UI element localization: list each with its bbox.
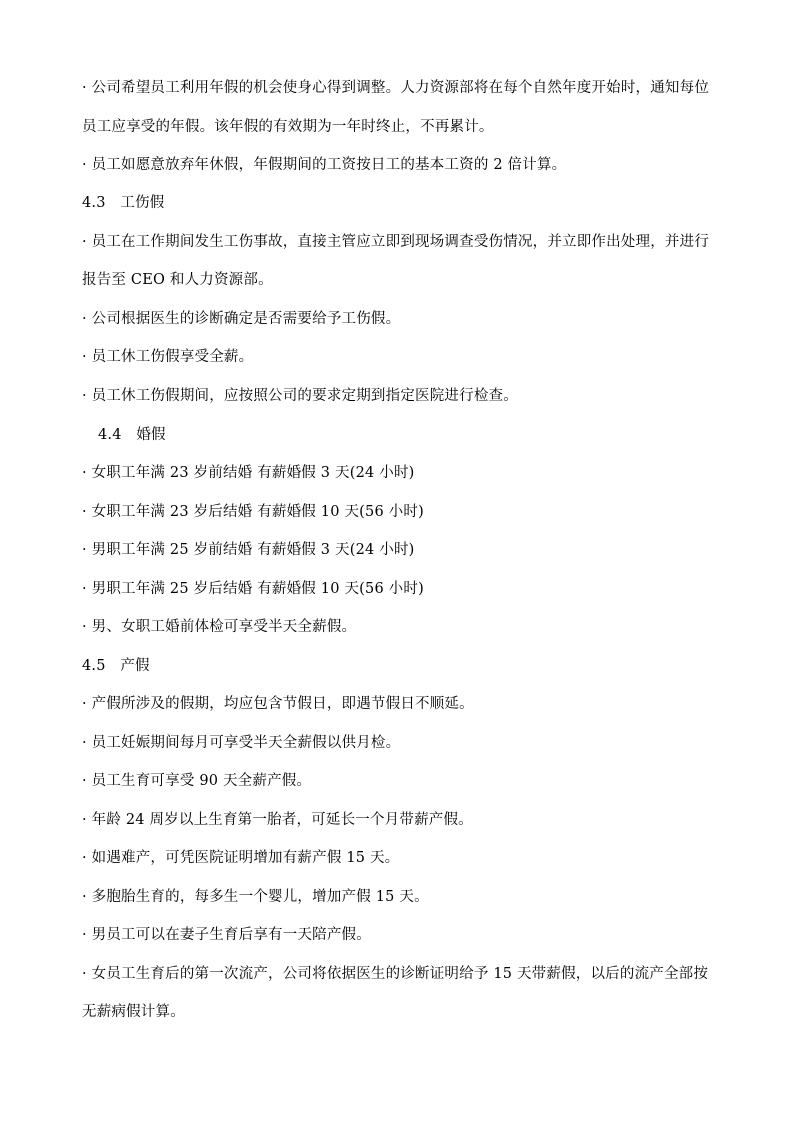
paragraph-line: 无薪病假计算。 <box>82 1004 185 1020</box>
paragraph-line: · 公司根据医生的诊断确定是否需要给予工伤假。 <box>82 311 401 327</box>
paragraph-line: 报告至 CEO 和人力资源部。 <box>82 272 273 288</box>
paragraph-line: · 员工生育可享受 90 天全薪产假。 <box>82 773 312 789</box>
paragraph-line: · 女职工年满 23 岁前结婚 有薪婚假 3 天(24 小时) <box>82 465 415 481</box>
paragraph-line: · 员工在工作期间发生工伤事故，直接主管应立即到现场调查受伤情况，并立即作出处理，并进行 <box>82 234 710 250</box>
paragraph-line: · 多胞胎生育的，每多生一个婴儿，增加产假 15 天。 <box>82 889 429 905</box>
paragraph-line: 员工应享受的年假。该年假的有效期为一年时终止，不再累计。 <box>82 119 494 135</box>
paragraph-line: · 男员工可以在妻子生育后享有一天陪产假。 <box>82 927 371 943</box>
paragraph-line: · 员工如愿意放弃年休假，年假期间的工资按日工的基本工资的 2 倍计算。 <box>82 157 567 173</box>
paragraph-line: · 产假所涉及的假期，均应包含节假日，即遇节假日不顺延。 <box>82 696 474 712</box>
paragraph-line: · 公司希望员工利用年假的机会使身心得到调整。人力资源部将在每个自然年度开始时，通知每位 <box>82 80 710 96</box>
paragraph-line: · 如遇难产，可凭医院证明增加有薪产假 15 天。 <box>82 850 400 866</box>
paragraph-line: · 女员工生育后的第一次流产，公司将依据医生的诊断证明给予 15 天带薪假，以后的流产全部按 <box>82 966 709 982</box>
paragraph-line: · 男、女职工婚前体检可享受半天全薪假。 <box>82 619 357 635</box>
paragraph-line: · 年龄 24 周岁以上生育第一胎者，可延长一个月带薪产假。 <box>82 812 473 828</box>
paragraph-line: · 员工妊娠期间每月可享受半天全薪假以供月检。 <box>82 735 401 751</box>
paragraph-line: · 员工休工伤假享受全薪。 <box>82 349 254 365</box>
paragraph-line: · 男职工年满 25 岁前结婚 有薪婚假 3 天(24 小时) <box>82 542 415 558</box>
paragraph-line: · 员工休工伤假期间，应按照公司的要求定期到指定医院进行检查。 <box>82 388 518 404</box>
paragraph-line: · 男职工年满 25 岁后结婚 有薪婚假 10 天(56 小时) <box>82 581 424 597</box>
section-heading-4-5: 4.5 产假 <box>82 658 150 674</box>
paragraph-line: · 女职工年满 23 岁后结婚 有薪婚假 10 天(56 小时) <box>82 504 424 520</box>
section-heading-4-4: 4.4 婚假 <box>98 427 166 443</box>
section-heading-4-3: 4.3 工伤假 <box>82 195 165 211</box>
